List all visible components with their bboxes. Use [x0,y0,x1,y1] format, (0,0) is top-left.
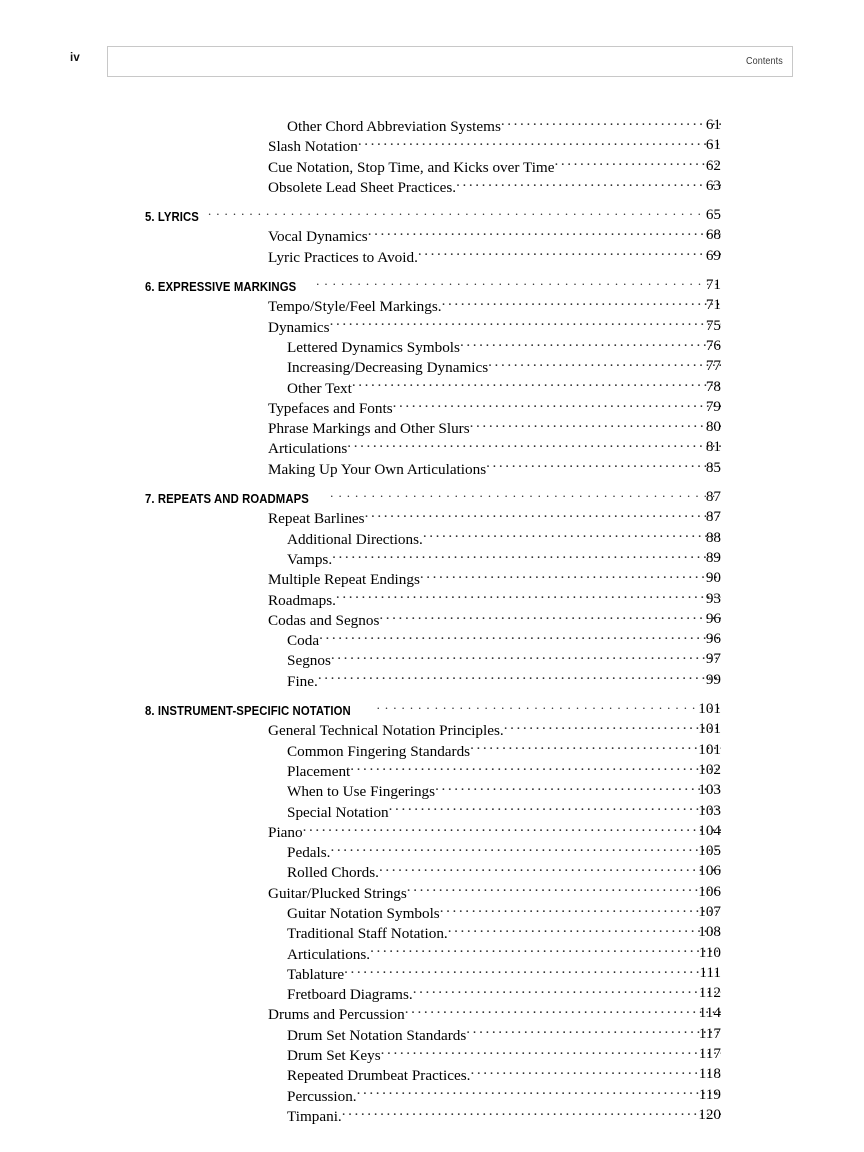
toc-entry-label: Codas and Segnos [268,611,380,629]
toc-chapter-row[interactable] [0,487,864,507]
running-head-title: Contents [746,55,783,67]
toc-entry-label: Vamps. [287,550,333,568]
toc-page-number: 71 [705,296,721,314]
toc-entry-row[interactable] [0,377,864,397]
toc-page-number: 61 [705,116,721,133]
toc-page-number: 107 [698,902,721,920]
toc-page-number: 68 [705,226,721,244]
toc-entry-label: Dynamics [268,318,330,336]
toc-entry-label: Phrase Markings and Other Slurs [268,420,470,438]
toc-page-number: 117 [698,1024,721,1042]
toc-page-number: 105 [698,842,721,860]
toc-entry-row[interactable] [0,589,864,609]
toc-entry-row[interactable] [0,246,864,266]
toc-chapter-label: 5. LYRICS [145,210,199,225]
toc-entry-row[interactable] [0,719,864,739]
toc-entry-row[interactable] [0,821,864,841]
toc-page-number: 119 [698,1085,721,1103]
page-folio: iv [70,52,80,64]
toc-entry-row[interactable] [0,548,864,568]
toc-entry-label: Fretboard Diagrams. [287,986,413,1004]
toc-page-number: 117 [698,1045,721,1063]
toc-entry-row[interactable] [0,1024,864,1044]
toc-entry-row[interactable] [0,176,864,196]
toc-page-number: 78 [705,377,721,395]
toc-entry-label: Lyric Practices to Avoid. [268,248,418,266]
toc-entry-label: Making Up Your Own Articulations [268,460,487,478]
toc-entry-row[interactable] [0,507,864,527]
toc-entry-row[interactable] [0,397,864,417]
toc-entry-label: Articulations [268,440,348,458]
toc-page-number: 63 [705,176,721,194]
toc-page-number: 62 [705,156,721,174]
toc-entry-label: Repeated Drumbeat Practices. [287,1067,471,1085]
toc-page-number: 85 [705,458,721,476]
toc-page-number: 79 [705,397,721,415]
toc-entry-label: Drum Set Notation Standards [287,1026,467,1044]
toc-entry-row[interactable] [0,1003,864,1023]
toc-entry-row[interactable] [0,1105,864,1125]
toc-page-number: 101 [698,740,721,758]
toc-page-number: 106 [698,882,721,900]
toc-entry-label: General Technical Notation Principles. [268,722,504,740]
toc-page-number: 93 [705,589,721,607]
toc-entry-label: Guitar/Plucked Strings [268,884,407,902]
toc-page-number: 111 [699,963,721,981]
toc-entry-row[interactable] [0,156,864,176]
toc-page-number: 101 [698,720,721,738]
toc-entry-label: Increasing/Decreasing Dynamics [287,359,489,377]
toc-chapter-label: 8. INSTRUMENT-SPECIFIC NOTATION [145,704,351,719]
toc-page-number: 90 [705,569,721,587]
toc-chapter-label: 6. EXPRESSIVE MARKINGS [145,280,297,295]
toc-entry-row[interactable] [0,135,864,155]
toc-entry-label: Guitar Notation Symbols [287,904,440,922]
toc-chapter-row[interactable] [0,205,864,225]
toc-entry-row[interactable] [0,316,864,336]
toc-entry-label: Common Fingering Standards [287,742,471,760]
toc-entry-label: Placement [287,762,351,780]
toc-chapter-row[interactable] [0,275,864,295]
toc-entry-label: Piano [268,823,303,841]
running-head-box [107,46,793,77]
toc-chapter-row[interactable] [0,699,864,719]
toc-entry-row[interactable] [0,528,864,548]
toc-page-number: 71 [705,276,721,294]
toc-entry-row[interactable] [0,356,864,376]
toc-page-number: 97 [705,650,721,668]
toc-entry-row[interactable] [0,295,864,315]
running-head [0,46,864,78]
toc-page-number: 120 [698,1105,721,1123]
toc-entry-label: Typefaces and Fonts [268,399,393,417]
toc-page-number: 96 [705,609,721,627]
toc-entry-row[interactable] [0,882,864,902]
toc-entry-row[interactable] [0,629,864,649]
toc-page-number: 96 [705,630,721,648]
toc-page-number: 75 [705,316,721,334]
toc-page-number: 108 [698,923,721,941]
toc-page-number: 101 [698,700,721,718]
toc-entry-row[interactable] [0,760,864,780]
toc-page-number: 112 [698,984,721,1002]
toc-entry-label: Articulations. [287,945,371,963]
toc-entry-label: Timpani. [287,1107,342,1125]
toc-entry-row[interactable] [0,1085,864,1105]
toc-page-number: 110 [698,943,721,961]
toc-entry-row[interactable] [0,225,864,245]
toc-page-number: 80 [705,418,721,436]
toc-entry-row[interactable] [0,1064,864,1084]
toc-entry-label: Slash Notation [268,138,358,156]
toc-page-number: 87 [705,488,721,506]
toc-entry-label: Percussion. [287,1087,357,1105]
toc-entry-label: Rolled Chords. [287,864,379,882]
toc-page-number: 61 [705,136,721,154]
toc-entry-label: Tablature [287,965,345,983]
toc-page-number: 103 [698,781,721,799]
toc-entry-row[interactable] [0,922,864,942]
toc-entry-label: Traditional Staff Notation. [287,925,448,943]
toc-entry-row[interactable] [0,780,864,800]
toc-entry-label: Vocal Dynamics [268,228,368,246]
toc-entry-row[interactable] [0,841,864,861]
toc-page-number: 103 [698,801,721,819]
toc-entry-label: Roadmaps. [268,591,336,609]
toc-page-number: 99 [705,670,721,688]
toc-entry-label: Lettered Dynamics Symbols [287,338,460,356]
toc-chapter-label: 7. REPEATS AND ROADMAPS [145,492,309,507]
toc-page-number: 102 [698,760,721,778]
toc-page-number: 87 [705,508,721,526]
toc-entry-row[interactable] [0,417,864,437]
toc-page-number: 106 [698,862,721,880]
toc-entry-label: Coda [287,632,320,650]
toc-page-number: 81 [705,438,721,456]
toc-entry-label: Special Notation [287,803,389,821]
toc-page-number: 104 [698,821,721,839]
toc-entry-label: Cue Notation, Stop Time, and Kicks over Time [268,158,555,176]
toc-entry-label: Drums and Percussion [268,1006,405,1024]
toc-entry-label: Additional Directions. [287,530,423,548]
toc-entry-label: Tempo/Style/Feel Markings. [268,298,442,316]
toc-entry-row[interactable] [0,861,864,881]
toc-entry-label: Drum Set Keys [287,1047,381,1065]
toc-entry-row[interactable] [0,568,864,588]
toc-entry-row[interactable] [0,437,864,457]
toc-entry-label: Fine. [287,672,318,690]
toc-entry-row[interactable] [0,458,864,478]
toc-entry-row[interactable] [0,943,864,963]
toc-entry-label: Other Chord Abbreviation Systems [287,118,501,135]
toc-page-number: 65 [705,206,721,224]
toc-entry-row[interactable] [0,649,864,669]
toc-page-number: 89 [705,548,721,566]
toc-entry-label: Pedals. [287,844,331,862]
toc-entry-row[interactable] [0,902,864,922]
toc-entry-label: Repeat Barlines [268,510,365,528]
toc-entry-row[interactable] [0,336,864,356]
toc-entry-label: When to Use Fingerings [287,783,436,801]
toc-entry-row[interactable] [0,801,864,821]
toc-page-number: 88 [705,528,721,546]
toc-entry-row[interactable] [0,963,864,983]
toc-entry-label: Segnos [287,652,331,670]
toc-entry-row[interactable] [0,1044,864,1064]
toc-page-number: 69 [705,246,721,264]
toc-entry-row[interactable] [0,740,864,760]
toc-page-number: 118 [698,1065,721,1083]
toc-entry-row[interactable] [0,670,864,690]
toc-entry-label: Other Text [287,379,352,397]
toc-entry-label: Multiple Repeat Endings [268,571,420,589]
toc-page-number: 77 [705,357,721,375]
toc-entry-row[interactable] [0,115,864,135]
toc-entry-row[interactable] [0,609,864,629]
toc-entry-label: Obsolete Lead Sheet Practices. [268,178,457,196]
table-of-contents [0,115,864,1125]
toc-entry-row[interactable] [0,983,864,1003]
toc-page-number: 76 [705,336,721,354]
toc-page-number: 114 [698,1004,721,1022]
